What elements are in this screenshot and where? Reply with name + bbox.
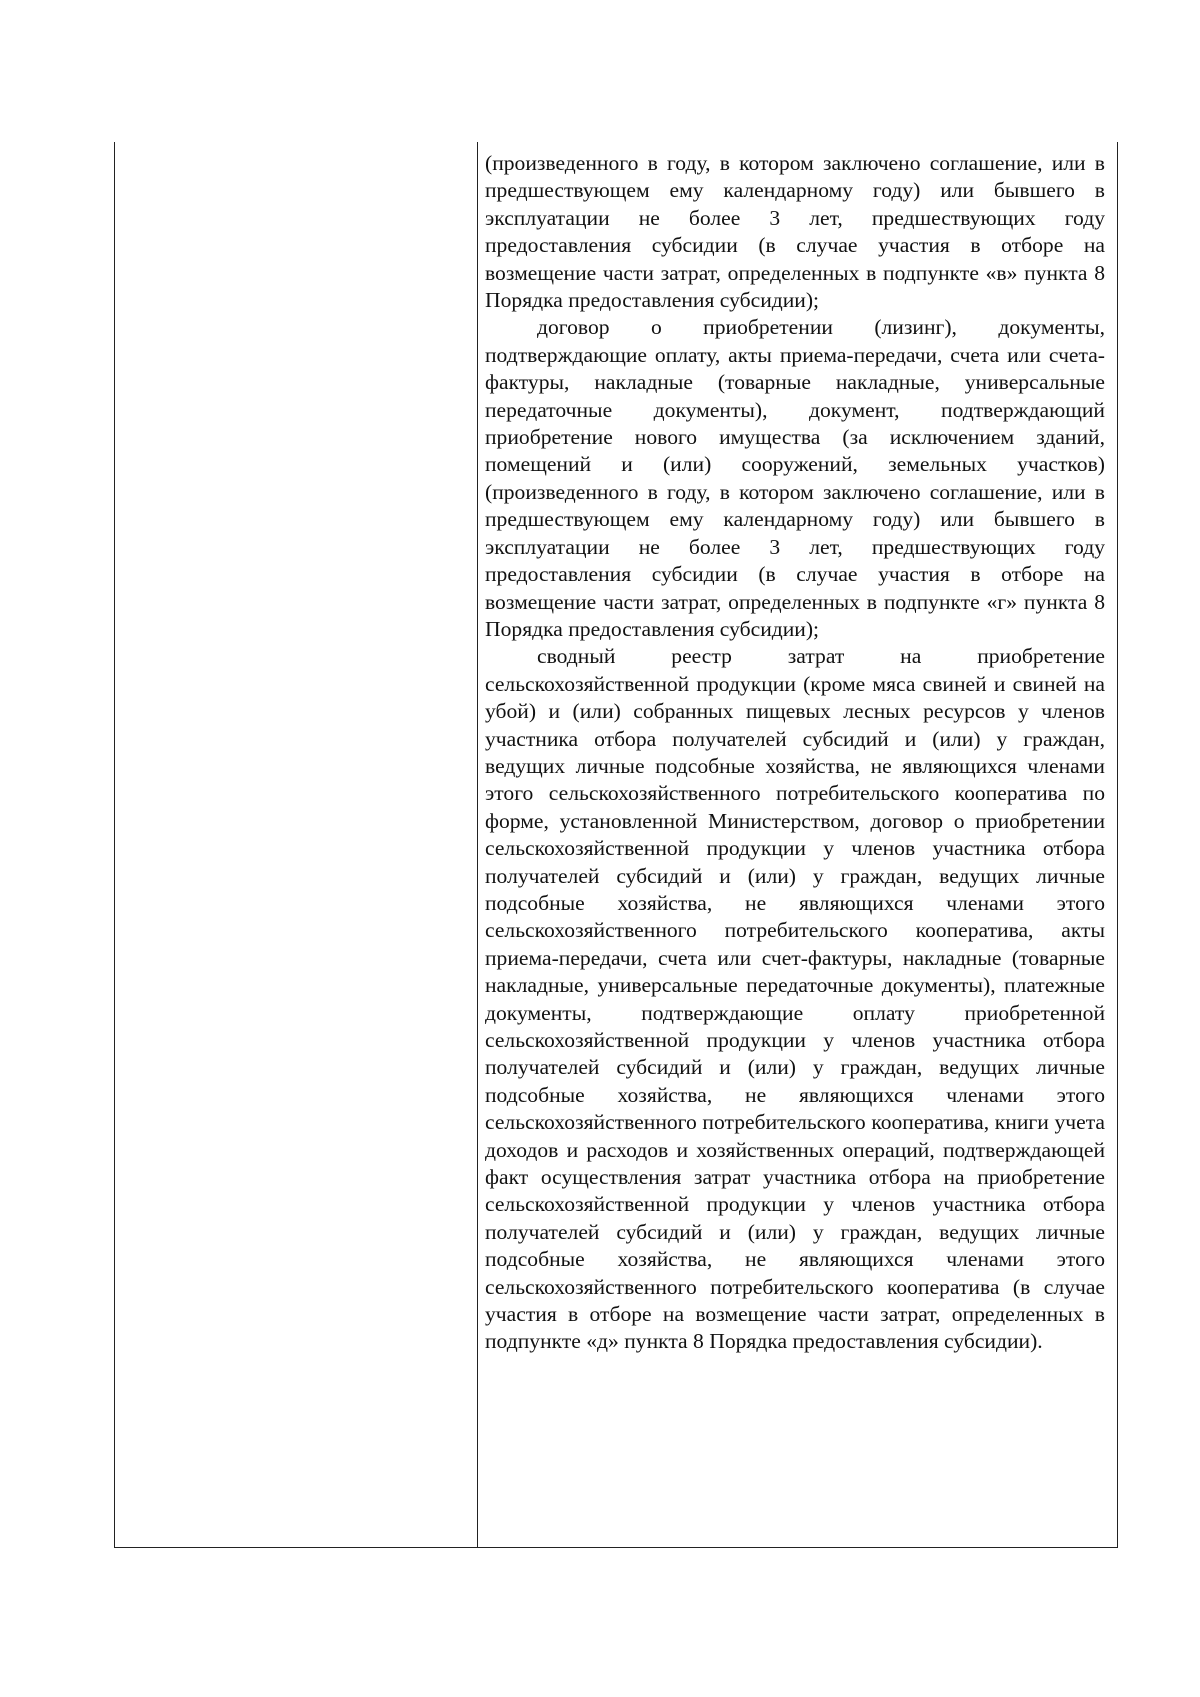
paragraph-continuation: (произведенного в году, в котором заключено соглашение, или в предшествующем ему календарному году) или бывшего в эксплуатации не более 3 лет, предшествующих году предоставления субсидии (в случае участия в отборе на возмещение части затрат, определенных в подпункте «в» пункта 8 Порядка предоставления субсидии); [485,151,1105,313]
paragraph-cost-register: сводный реестр затрат на приобретение сельскохозяйственной продукции (кроме мяса свиней и свиней на убой) и (или) собранных пищевых лесных ресурсов у членов участника отбора получателей субсидий и (или) у граждан, ведущих личные подсобные хозяйства, не являющихся членами этого сельскохозяйственного потребительского кооператива по форме, установленной Министерством, договор о приобретении сельскохозяйственной продукции у членов участника отбора получателей субсидий и (или) у граждан, ведущих личные подсобные хозяйства, не являющихся членами этого сельскохозяйственного потребительского кооператива, акты приема-передачи, счета или счет-фактуры, накладные (товарные накладные, универсальные передаточные документы), платежные документы, подтверждающие оплату приобретенной сельскохозяйственной продукции у членов участника отбора получателей субсидий и (или) у граждан, ведущих личные подсобные хозяйства, не являющихся членами этого сельскохозяйственного потребительского кооператива, книги учета доходов и расходов и хозяйственных операций, подтверждающей факт осуществления затрат участника отбора на приобретение сельскохозяйственной продукции у членов участника отбора получателей субсидий и (или) у граждан, ведущих личные подсобные хозяйства, не являющихся членами этого сельскохозяйственного потребительского кооператива (в случае участия в отборе на возмещение части затрат, определенных в подпункте «д» пункта 8 Порядка предоставления субсидии). [485,644,1105,1354]
table-cell-left [115,142,477,1547]
column-divider [477,142,478,1547]
paragraph-lease-documents: договор о приобретении (лизинг), документы, подтверждающие оплату, акты приема-передачи, счета или счета-фактуры, накладные (товарные накладные, универсальные передаточные документы), документ, подтверждающий приобретение нового имущества (за исключением зданий, помещений и (или) сооружений, земельных участков) (произведенного в году, в котором заключено соглашение, или в предшествующем ему календарному году) или бывшего в эксплуатации не более 3 лет, предшествующих году предоставления субсидии (в случае участия в отборе на возмещение части затрат, определенных в подпункте «г» пункта 8 Порядка предоставления субсидии); [485,315,1105,641]
table-cell-right [485,150,1105,1356]
document-table [114,142,1118,1548]
